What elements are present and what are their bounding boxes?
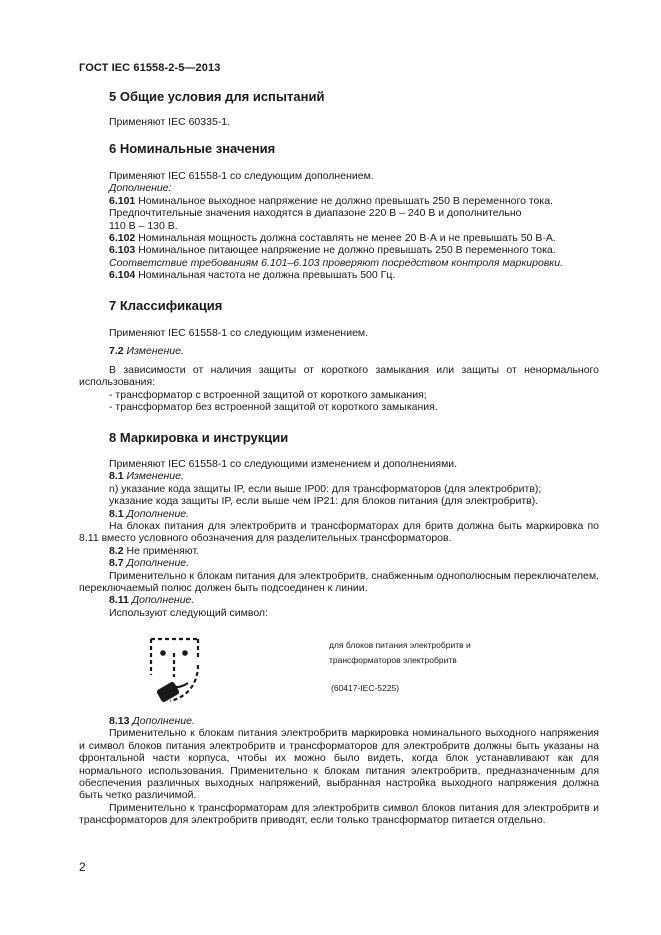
section-5 [79, 89, 599, 128]
shaver-supply-symbol-icon [148, 635, 206, 707]
clause-number: 8.2 [109, 544, 124, 557]
section-5-title: 5 Общие условия для испытаний [109, 89, 325, 104]
clause-number: 8.11 [109, 594, 129, 607]
clause-8-1-paragraph: На блоках питания для электробритв и трансформаторах для бритв должна быть маркировка по 8.11 вместо условного обозначения для разделительных трансформаторов. [79, 520, 599, 545]
clause-8-1-item-n: n) указание кода защиты IP, если выше IP00: для трансформаторов (для электробритв); [109, 482, 542, 495]
clause-number: 8.1 [109, 470, 124, 483]
clause-text: Не применяют. [123, 544, 200, 557]
section-8 [79, 430, 599, 619]
section-6 [79, 141, 599, 282]
clause-text: Дополнение. [123, 557, 190, 570]
symbol-intro: Используют следующий символ: [109, 606, 268, 619]
clause-8-1-addition [79, 508, 599, 520]
clause-number: 8.13 [109, 715, 130, 727]
section-7-paragraph: В зависимости от наличия защиты от короткого замыкания или защиты от ненормального использования: [79, 363, 599, 389]
document-header: ГОСТ IEC 61558-2-5—2013 [79, 62, 221, 74]
clause-6-104 [79, 269, 599, 281]
page-number: 2 [79, 860, 86, 874]
clause-text: Дополнение. [128, 594, 195, 607]
clause-6-101 [79, 195, 599, 207]
clause-8-13-block [79, 715, 599, 827]
list-item: - трансформатор с встроенной защитой от короткого замыкания; [109, 388, 427, 401]
clause-8-13-paragraph-1: Применительно к блокам питания электробритв маркировка номинального выходного напряжения и символ блоков питания электробритв и трансформаторов для электробритв должны быть указаны на фронтальной части корпуса, чтобы их можно было видеть, когда блок устанавливают как для нормального использования. Применительно к блокам питания электробритв, предназначенным для обеспечения различных выходных напряжений, выбранная настройка выходного напряжения должна быть четко различимой. [79, 727, 599, 802]
clause-number: 7.2 [109, 345, 124, 358]
symbol-caption-line-2: трансформаторов электробритв [329, 655, 457, 665]
clause-text: Номинальная частота не должна превышать 500 Гц. [135, 269, 396, 282]
symbol-reference: (60417-IEC-5225) [331, 683, 400, 693]
section-7 [79, 298, 599, 413]
clause-number: 6.102 [109, 232, 136, 245]
compliance-note: Соответствие требованиям 6.101–6.103 проверяют посредством контроля маркировки. [109, 256, 563, 269]
clause-number: 8.7 [109, 557, 124, 570]
clause-6-101-line-2: Предпочтительные значения находятся в диапазоне 220 В – 240 В и дополнительно [109, 207, 522, 220]
clause-text: Дополнение. [123, 507, 190, 520]
section-7-intro: Применяют IEC 61558-1 со следующим изменением. [109, 327, 369, 339]
section-6-intro: Применяют IEC 61558-1 со следующим дополнением. [109, 170, 374, 182]
list-item: - трансформатор без встроенной защитой от короткого замыкания. [109, 401, 438, 414]
clause-8-11 [79, 594, 599, 606]
clause-text: Дополнение. [129, 715, 195, 727]
clause-6-102 [79, 232, 599, 244]
section-6-addition-label: Дополнение: [109, 182, 172, 195]
section-8-title: 8 Маркировка и инструкции [109, 430, 289, 445]
section-8-intro: Применяют IEC 61558-1 со следующими изменением и дополнениями. [109, 458, 458, 470]
clause-6-101-line-3: 110 В – 130 В. [109, 219, 178, 232]
clause-8-7-paragraph: Применительно к блокам питания для электробритв, снабженным однополюсным переключателем, переключаемый полюс должен быть подсоединен к линии. [79, 569, 599, 595]
clause-8-2 [79, 545, 599, 557]
clause-number: 6.101 [109, 194, 136, 207]
clause-7-2 [79, 345, 599, 357]
clause-number: 6.104 [109, 269, 136, 282]
clause-8-13-paragraph-2: Применительно к трансформаторам для электробритв символ блоков питания для электробритв и трансформаторов для электробритв приводят, если только трансформатор питается отдельно. [79, 801, 599, 827]
symbol-caption-line-1: для блоков питания электробритв и [329, 640, 471, 650]
clause-number: 8.1 [109, 507, 124, 520]
clause-text: Изменение. [123, 470, 184, 483]
clause-text: Изменение. [123, 345, 184, 358]
section-5-text: Применяют IEC 60335-1. [109, 116, 231, 128]
clause-text: Номинальное выходное напряжение не должно превышать 250 В переменного тока. [135, 194, 553, 207]
section-6-title: 6 Номинальные значения [109, 141, 276, 156]
clause-8-1-item-n-cont: указание кода защиты IP, если выше чем IP21: для блоков питания (для электробритв). [109, 495, 539, 508]
clause-8-1 [79, 470, 599, 482]
clause-8-13 [79, 715, 599, 727]
clause-number: 6.103 [109, 244, 136, 257]
section-7-title: 7 Классификация [109, 298, 223, 313]
clause-6-103 [79, 244, 599, 256]
clause-text: Номинальное питающее напряжение не должно превышать 250 В переменного тока. [135, 244, 556, 257]
clause-text: Номинальная мощность должна составлять не менее 20 В·А и не превышать 50 В·А. [135, 232, 556, 245]
clause-8-7 [79, 557, 599, 569]
